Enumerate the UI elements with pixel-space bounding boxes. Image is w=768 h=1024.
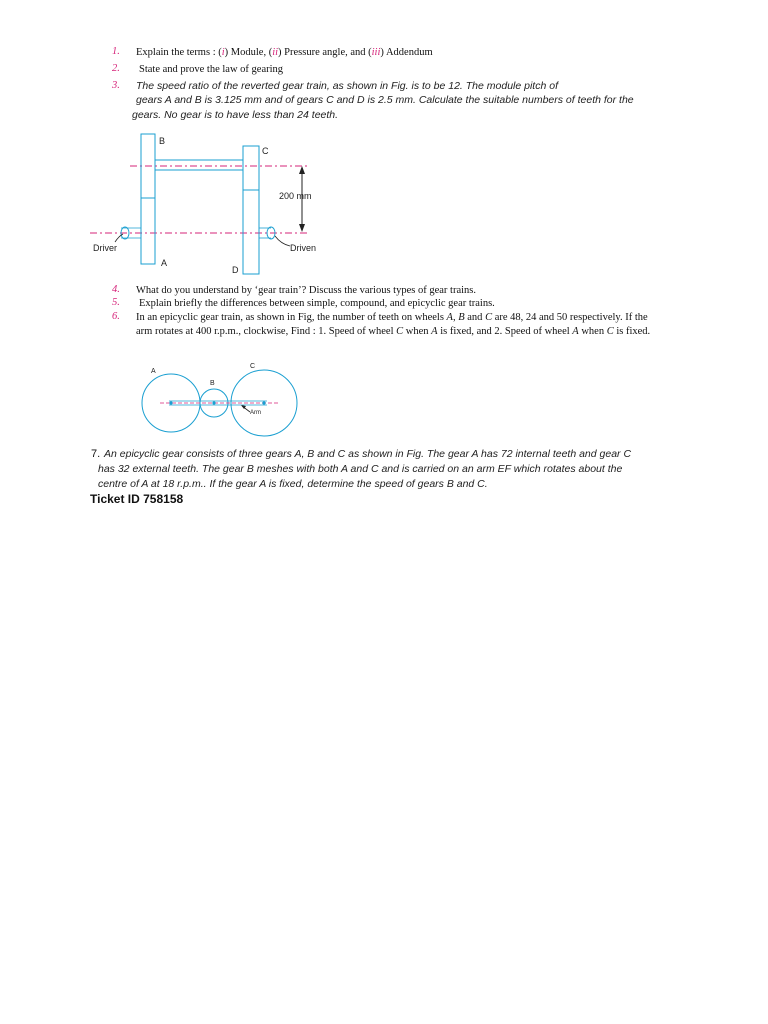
fig2-label-c: C [250, 363, 256, 370]
driver-label: Driver [93, 243, 117, 253]
label-d: D [232, 265, 239, 275]
q6-var-c: C [485, 312, 493, 323]
driven-leader [275, 236, 290, 246]
q6-line-2-a1: A [431, 326, 438, 337]
epicyclic-gear-figure [138, 360, 308, 442]
q7-line-2: has 32 external teeth. The gear B meshes with both A and C and is carried on an arm EF which rotates about the [98, 463, 623, 475]
q1-roman-3: iii [371, 47, 381, 58]
q1-roman-2: ii [272, 47, 279, 58]
q1-prefix: Explain the terms : ( [136, 47, 222, 58]
ticket-id: Ticket ID 758158 [90, 492, 184, 506]
reverted-gear-train-figure [85, 128, 345, 278]
q3-line-1: The speed ratio of the reverted gear train, as shown in Fig. is to be 12. The module pitch of [136, 80, 558, 92]
q6-line-2-c1: C [396, 326, 404, 337]
q1-text-1: ) Module, ( [224, 47, 273, 58]
q6-line-1-b: are 48, 24 and 50 respectively. If the [492, 312, 648, 323]
dimension-label: 200 mm [279, 191, 312, 201]
q6-line-1-a: In an epicyclic gear train, as shown in Fig, the number of teeth on wheels [136, 312, 447, 323]
q1-text [136, 46, 433, 59]
q3-line-3: gears. No gear is to have less than 24 teeth. [132, 109, 339, 121]
gear-c-block [243, 146, 259, 190]
q7-line-1: An epicyclic gear consists of three gears A, B and C as shown in Fig. The gear A has 72 internal teeth and gear C [104, 448, 632, 460]
q3-number: 3. [112, 80, 120, 91]
label-c: C [262, 146, 269, 156]
gear-d-block [243, 190, 259, 274]
driven-label: Driven [290, 243, 317, 253]
q6-line-2-c: is fixed, and 2. Speed of wheel [437, 326, 573, 337]
q7-number: 7. [91, 448, 101, 460]
q1-number: 1. [112, 46, 120, 57]
q6-number: 6. [112, 311, 120, 322]
q6-line-2-d: when [578, 326, 607, 337]
fig2-label-a: A [151, 368, 156, 375]
q6-sep-2: and [464, 312, 486, 323]
q7-line-3: centre of A at 18 r.p.m.. If the gear A is fixed, determine the speed of gears B and C. [98, 478, 488, 490]
q5-text: Explain briefly the differences between simple, compound, and epicyclic gear trains. [139, 298, 495, 309]
q6-line-2-b: when [403, 326, 432, 337]
q1-roman-1: i [221, 47, 225, 58]
q2-text: State and prove the law of gearing [139, 64, 284, 75]
q6-var-b: B [458, 312, 465, 323]
q6-line-2-e: is fixed. [613, 326, 651, 337]
q6-line-2-a: arm rotates at 400 r.p.m., clockwise, Find : 1. Speed of wheel [136, 326, 397, 337]
q6-var-a: A [446, 312, 453, 323]
upper-shaft-bar [155, 160, 243, 170]
fig2-label-arm: Arm [250, 410, 261, 416]
fig2-label-b: B [210, 380, 215, 387]
q1-text-2: ) Pressure angle, and ( [278, 47, 372, 58]
q4-number: 4. [112, 284, 120, 295]
q4-text: What do you understand by ‘gear train’? Discuss the various types of gear trains. [136, 285, 476, 296]
q6-sep-1: , [452, 312, 459, 323]
q6-line-2-c2: C [606, 326, 614, 337]
q6-line-2 [136, 325, 650, 338]
gear-a-block [141, 198, 155, 264]
q1-text-3: ) Addendum [380, 47, 433, 58]
q3-line-2: gears A and B is 3.125 mm and of gears C and D is 2.5 mm. Calculate the suitable numbers of teeth for the [136, 94, 634, 106]
q6-line-2-a2: A [572, 326, 579, 337]
label-b: B [159, 136, 166, 146]
q6-line-1 [136, 311, 648, 324]
q5-number: 5. [112, 297, 120, 308]
label-a: A [161, 258, 168, 268]
q2-number: 2. [112, 63, 120, 74]
